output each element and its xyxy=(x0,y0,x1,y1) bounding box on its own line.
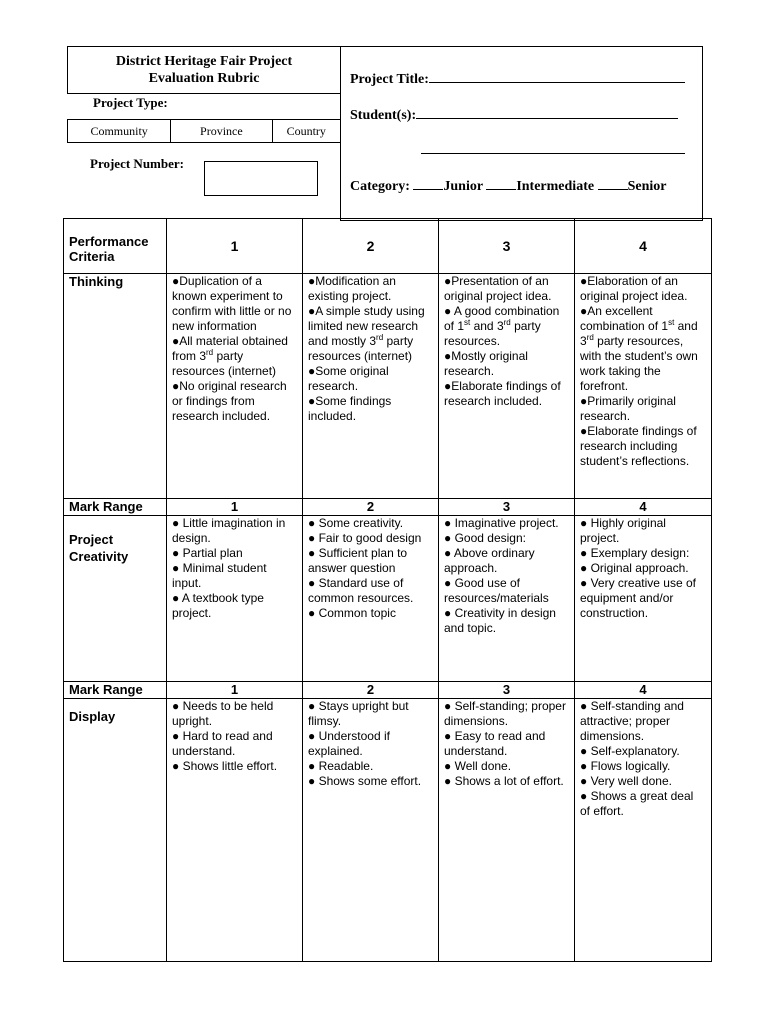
rubric-item: ● Very creative use of equipment and/or construction. xyxy=(580,576,696,620)
rubric-item: ●Mostly original research. xyxy=(444,349,528,378)
rubric-title-line1: District Heritage Fair Project xyxy=(115,54,293,69)
rubric-item: ● Shows little effort. xyxy=(172,759,278,773)
rubric-item: ●Modification an existing project. xyxy=(308,274,396,303)
rubric-item: ● Fair to good design xyxy=(308,531,422,545)
rubric-item: ● Good use of resources/materials xyxy=(444,576,549,605)
project-type-options xyxy=(67,119,341,143)
category-senior-blank[interactable] xyxy=(598,175,628,190)
rubric-item: ● Some creativity. xyxy=(308,516,404,530)
rubric-cell xyxy=(167,516,303,682)
criteria-header: Performance Criteria xyxy=(64,219,167,274)
rubric-item: ● Well done. xyxy=(444,759,512,773)
mark-range-value: 3 xyxy=(439,499,575,516)
rubric-item: ● Shows some effort. xyxy=(308,774,422,788)
mark-range-label: Mark Range xyxy=(64,682,167,699)
rubric-item: ●An excellent combination of 1st and 3 xyxy=(580,304,698,348)
display-row xyxy=(64,699,712,962)
rubric-item: ●Some original research. xyxy=(308,364,389,393)
rubric-item: ● Self-explanatory. xyxy=(580,744,680,758)
rubric-item: ● Standard use of common resources. xyxy=(308,576,414,605)
project-type-province[interactable]: Province xyxy=(171,120,272,142)
project-number-label: Project Number: xyxy=(90,156,184,171)
students-label: Student(s): xyxy=(350,108,417,123)
rubric-item: ● Creativity in design and topic. xyxy=(444,606,556,635)
mark-range-value: 1 xyxy=(167,499,303,516)
rubric-item: ● Partial plan xyxy=(172,546,243,560)
criterion-project-creativity: Project Creativity xyxy=(64,516,167,682)
rubric-item: ● Above ordinary approach. xyxy=(444,546,535,575)
students-field[interactable] xyxy=(416,104,678,119)
rubric-item: ●Primarily original research. xyxy=(580,394,676,423)
level-header: 2 xyxy=(303,219,439,274)
rubric-item: ● Good design: xyxy=(444,531,526,545)
rubric-item: ● Common topic xyxy=(308,606,396,620)
rubric-item: ●Presentation of an original project idea. xyxy=(444,274,552,303)
rubric-item: ● Sufficient plan to answer question xyxy=(308,546,408,575)
level-header: 4 xyxy=(575,219,712,274)
rubric-item: ● Minimal student input. xyxy=(172,561,267,590)
rubric-item: ●All material obtained from 3rd party resources (internet) xyxy=(172,334,288,378)
mark-range-row xyxy=(64,682,712,699)
rubric-item: ● Highly original project. xyxy=(580,516,666,545)
creativity-row xyxy=(64,516,712,682)
rubric-item: ● A textbook type project. xyxy=(172,591,264,620)
level-header: 1 xyxy=(167,219,303,274)
rubric-item: ● Original approach. xyxy=(580,561,689,575)
rubric-item: ● Flows logically. xyxy=(580,759,671,773)
rubric-header-row xyxy=(64,219,712,274)
mark-range-label: Mark Range xyxy=(64,499,167,516)
rubric-cell xyxy=(167,699,303,962)
project-number-field[interactable] xyxy=(204,161,318,196)
rubric-cell xyxy=(575,516,712,682)
rubric-cell xyxy=(439,516,575,682)
rubric-item: ● Exemplary design: xyxy=(580,546,690,560)
mark-range-value: 3 xyxy=(439,682,575,699)
project-info-box xyxy=(340,46,703,221)
rubric-cell xyxy=(167,274,303,499)
rubric-cell xyxy=(303,274,439,499)
thinking-row xyxy=(64,274,712,499)
project-type-community[interactable]: Community xyxy=(68,120,171,142)
rubric-item: ● Very well done. xyxy=(580,774,672,788)
rubric-item: ● Readable. xyxy=(308,759,374,773)
rubric-cell xyxy=(303,699,439,962)
criterion-display: Display xyxy=(64,699,167,962)
rubric-title-line2: Evaluation Rubric xyxy=(148,71,260,86)
rubric-title-box xyxy=(67,46,341,94)
rubric-table xyxy=(63,218,712,962)
rubric-item: $^{rd}$ party resources, with the student’s own work taking the forefront. xyxy=(580,333,698,393)
rubric-item: ● Stays upright but flimsy. xyxy=(308,699,409,728)
category-label: Category: xyxy=(350,179,410,194)
rubric-item: ● Shows a great deal of effort. xyxy=(580,789,694,818)
project-title-label: Project Title: xyxy=(350,72,429,87)
students-field-line2[interactable] xyxy=(421,139,685,154)
criterion-thinking: Thinking xyxy=(64,274,167,499)
mark-range-row xyxy=(64,499,712,516)
rubric-item: ●No original research or findings from research included. xyxy=(172,379,287,423)
rubric-item: ● Hard to read and understand. xyxy=(172,729,273,758)
category-junior-blank[interactable] xyxy=(413,175,443,190)
rubric-item: ● Self-standing; proper dimensions. xyxy=(444,699,566,728)
mark-range-value: 4 xyxy=(575,682,712,699)
rubric-cell xyxy=(439,274,575,499)
rubric-cell xyxy=(575,274,712,499)
rubric-item: ● Needs to be held upright. xyxy=(172,699,274,728)
rubric-item: ●Some findings included. xyxy=(308,394,392,423)
category-intermediate-blank[interactable] xyxy=(486,175,516,190)
rubric-item: ● Understood if explained. xyxy=(308,729,390,758)
mark-range-value: 4 xyxy=(575,499,712,516)
rubric-item: ●Elaborate findings of research included. xyxy=(444,379,561,408)
category-intermediate: Intermediate xyxy=(516,179,595,194)
category-junior: Junior xyxy=(443,179,483,194)
rubric-item: ●A simple study using limited new research and mostly 3rd party resources (internet) xyxy=(308,304,425,363)
rubric-item: ● A good combination of 1st and 3 xyxy=(444,304,560,333)
rubric-cell xyxy=(303,516,439,682)
project-type-label: Project Type: xyxy=(93,95,168,110)
rubric-item: ●Duplication of a known experiment to confirm with little or no new information xyxy=(172,274,292,333)
rubric-cell xyxy=(439,699,575,962)
mark-range-value: 1 xyxy=(167,682,303,699)
rubric-item: $^{rd}$ party resources. xyxy=(444,318,541,348)
rubric-item: ●Elaborate findings of research including student’s reflections. xyxy=(580,424,697,468)
mark-range-value: 2 xyxy=(303,499,439,516)
category-senior: Senior xyxy=(627,179,667,194)
level-header: 3 xyxy=(439,219,575,274)
rubric-item: ● Self-standing and attractive; proper dimensions. xyxy=(580,699,684,743)
project-title-field[interactable] xyxy=(429,68,685,83)
rubric-item: ● Imaginative project. xyxy=(444,516,559,530)
project-type-country[interactable]: Country xyxy=(286,124,326,138)
rubric-item: ● Shows a lot of effort. xyxy=(444,774,564,788)
rubric-item: ●Elaboration of an original project idea. xyxy=(580,274,688,303)
rubric-item: ● Little imagination in design. xyxy=(172,516,286,545)
mark-range-value: 2 xyxy=(303,682,439,699)
rubric-item: ● Easy to read and understand. xyxy=(444,729,546,758)
rubric-cell xyxy=(575,699,712,962)
